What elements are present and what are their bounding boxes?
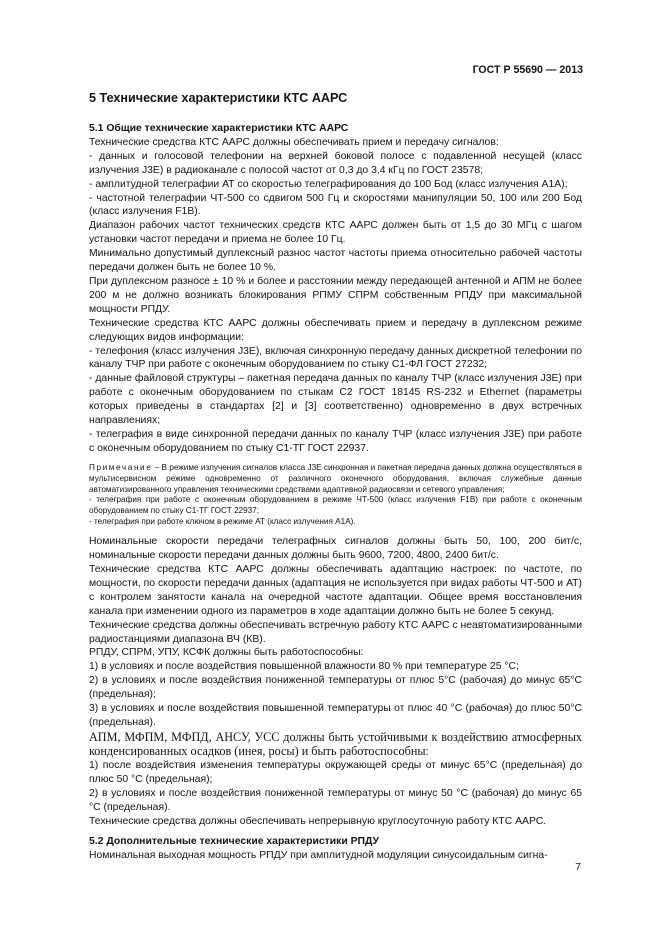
list-item: 3) в условиях и после воздействия повышенной температуры от плюс 40 °С (рабочая) до плюс 50°С (предельная). xyxy=(89,703,582,728)
note-label: Примечание xyxy=(89,462,153,472)
paragraph: Технические средства должны обеспечивать встречную работу КТС ААРС с неавтоматизированными радиостанциями диапазона ВЧ (КВ). xyxy=(89,619,582,645)
list-item: - телефония (класс излучения J3E), включая синхронную передачу данных дискретной телефонии по каналу ТЧР при работе с оконечным оборудованием по стыку С1-ФЛ ГОСТ 27232; xyxy=(89,345,582,371)
list-item: - данные файловой структуры – пакетная передача данных по каналу ТЧР (класс излучения J3E) при работе с оконечным оборудованием по стыкам С2 ГОСТ 18145 RS-232 и Ethernet (параметры которых приведены в стандартах [2] и [3] соответственно) одновременно в двух встречных направлениях; xyxy=(89,373,582,427)
paragraph: Технические средства КТС ААРС должны обеспечивать прием и передачу в дуплексном режиме следующих видов информации: xyxy=(89,317,582,343)
paragraph: Технические средства КТС ААРС должны обеспечивать прием и передачу сигналов: xyxy=(89,136,499,148)
paragraph: Технические средства КТС ААРС должны обеспечивать адаптацию настроек: по частоте, по мощности, по скорости передачи данных (адаптация не используется при видах работы ЧТ-500 и АТ) с контролем занятости канала на очередной частоте адаптации. Общее время восстановления канала при изменении одного из параметров в ходе адаптации должно быть не более 5 секунд. xyxy=(89,564,582,617)
note-item: - телеграфия при работе с оконечным оборудованием в режиме ЧТ-500 (класс излучения F1B) при работе с оконечным оборудованием по стыку С1-ТГ ГОСТ 22937; xyxy=(89,495,582,516)
list-item: 1) в условиях и после воздействия повышенной влажности 80 % при температуре 25 °С; xyxy=(89,661,519,673)
paragraph: РПДУ, СПРМ, УПУ, КСФК должны быть работоспособны: xyxy=(89,647,364,659)
subsection-title-5-1: 5.1 Общие технические характеристики КТС ААРС xyxy=(89,123,349,134)
paragraph: Минимально допустимый дуплексный разнос частот частоты приема относительно рабочей частоты передачи должен быть не более 10 %. xyxy=(89,248,582,274)
page-number: 7 xyxy=(575,862,581,873)
document-header: ГОСТ Р 55690 — 2013 xyxy=(472,64,583,76)
paragraph: Номинальные скорости передачи телеграфных сигналов должны быть 50, 100, 200 бит/с, номинальные скорости передачи данных должны быть 9600, 7200, 4800, 2400 бит/с. xyxy=(89,536,582,562)
paragraph: При дуплексном разносе ± 10 % и более и расстоянии между передающей антенной и АПМ не более 200 м не должно возникать блокирования РПМУ СПРМ собственным РПДУ при максимальной мощности РПДУ. xyxy=(89,275,582,315)
list-item: - данных и голосовой телефонии на верхней боковой полосе с подавленной несущей (класс излучения J3E) в радиоканале с полосой частот от 0,3 до 3,4 кГц по ГОСТ 23578; xyxy=(89,150,582,176)
list-item: - телеграфия в виде синхронной передачи данных по каналу ТЧР (класс излучения J3E) при работе с оконечным оборудованием по стыку С1-ТГ ГОСТ 22937. xyxy=(89,428,582,454)
note-block xyxy=(89,463,582,528)
paragraph: Технические средства должны обеспечивать непрерывную круглосуточную работу КТС ААРС. xyxy=(89,815,547,827)
list-item: 1) после воздействия изменения температуры окружающей среды от минус 65°С (предельная) до плюс 50 °С (предельная); xyxy=(89,759,582,785)
paragraph: Диапазон рабочих частот технических средств КТС ААРС должен быть от 1,5 до 30 МГц с шагом установки частот передачи и приема не более 10 Гц. xyxy=(89,220,582,246)
note-item: - телеграфия при работе ключом в режиме АТ (класс излучения А1А). xyxy=(89,517,356,527)
list-item: 2) в условиях и после воздействия пониженной температуры от плюс 5°С (рабочая) до минус 65°С (предельная); xyxy=(89,675,582,701)
list-item: - амплитудной телеграфии АТ со скоростью телеграфирования до 100 Бод (класс излучения А1А); xyxy=(89,178,568,190)
serif-paragraph: АПМ, МФПМ, МФПД, АНСУ, УСС должны быть устойчивыми к воздействию атмосферных конденсированных осадков (инея, росы) и быть работоспособны: xyxy=(89,729,582,759)
list-item: 2) в условиях и после воздействия пониженной температуры от минус 50 °С (рабочая) до минус 65 °С (предельная). xyxy=(89,787,582,813)
list-item: - частотной телеграфии ЧТ-500 со сдвигом 500 Гц и скоростями манипуляции 50, 100 или 200 Бод (класс излучения F1B). xyxy=(89,192,582,218)
section-title: 5 Технические характеристики КТС ААРС xyxy=(89,91,348,105)
paragraph: Номинальная выходная мощность РПДУ при амплитудной модуляции синусоидальным сигна- xyxy=(89,850,548,862)
document-body xyxy=(89,90,582,863)
note-text: – В режиме излучения сигналов класса J3E синхронная и пакетная передача данных должна осуществляться в мультисервисном режиме одновременно от различного оконечного оборудования, включая служебные данные автоматизированного управления техническими средствами адаптивной радиосвязи и сетевого управления; xyxy=(89,462,582,494)
subsection-title-5-2: 5.2 Дополнительные технические характеристики РПДУ xyxy=(89,836,379,848)
